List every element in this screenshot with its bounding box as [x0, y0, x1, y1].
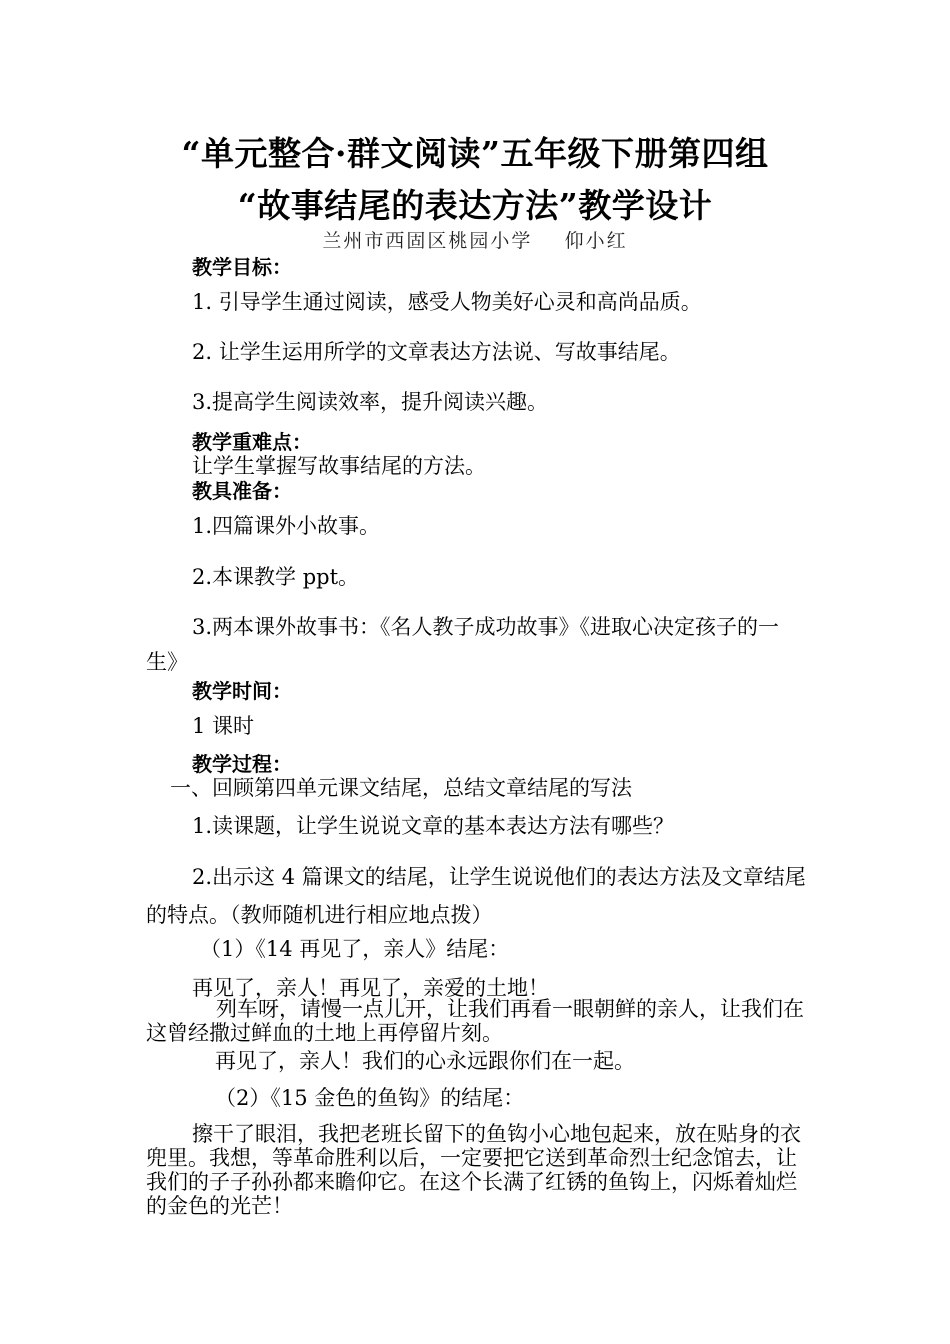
quote-paragraph: 擦干了眼泪，我把老班长留下的鱼钩小心地包起来，放在贴身的衣兜里。我想，等革命胜利以后，一定要把它送到革命烈士纪念馆去，让我们的子子孙孙都来瞻仰它。在这个长满了红锈的鱼钩上，闪烁着灿烂的金色的光芒！	[146, 1122, 801, 1218]
example-title: （1）《14 再见了，亲人》结尾：	[200, 937, 510, 961]
process-step: 2.出示这 4 篇课文的结尾，让学生说说他们的表达方法及文章结尾的特点。（教师随机进行相应地点拨）	[146, 865, 806, 927]
goals-heading: 教学目标：	[192, 255, 292, 279]
document-title-line-2: “故事结尾的表达方法”教学设计	[237, 186, 713, 225]
material-item: 3.两本课外故事书：《名人教子成功故事》《进取心决定孩子的一生》	[146, 615, 780, 674]
key-points-text: 让学生掌握写故事结尾的方法。	[192, 454, 486, 478]
quote-line: 再见了，亲人！再见了，亲爱的土地！	[192, 976, 549, 1000]
document-title-line-1: “单元整合·群文阅读”五年级下册第四组	[181, 134, 769, 173]
time-heading: 教学时间：	[192, 679, 292, 703]
time-text: 1 课时	[192, 714, 255, 738]
goal-item: 1. 引导学生通过阅读，感受人物美好心灵和高尚品质。	[192, 290, 702, 314]
materials-heading: 教具准备：	[192, 479, 292, 503]
goal-item: 3.提高学生阅读效率，提升阅读兴趣。	[192, 390, 549, 414]
goal-item: 2. 让学生运用所学的文章表达方法说、写故事结尾。	[192, 340, 681, 364]
key-points-heading: 教学重难点：	[192, 430, 312, 454]
author-line: 兰州市西固区桃园小学 仰小红	[322, 230, 628, 252]
process-heading: 教学过程：	[192, 752, 292, 776]
quote-line: 列车呀，请慢一点儿开，让我们再看一眼朝鲜的亲人，让我们在这曾经撒过鲜血的土地上再停留片刻。	[146, 997, 804, 1045]
section-heading: 一、回顾第四单元课文结尾，总结文章结尾的写法	[170, 776, 632, 800]
material-item: 2.本课教学 ppt。	[192, 565, 360, 589]
material-item: 1.四篇课外小故事。	[192, 514, 381, 538]
quote-line: 再见了，亲人！我们的心永远跟你们在一起。	[215, 1049, 635, 1073]
process-step: 1.读课题，让学生说说文章的基本表达方法有哪些？	[192, 814, 675, 838]
example-title: （2）《15 金色的鱼钩》的结尾：	[215, 1086, 525, 1110]
